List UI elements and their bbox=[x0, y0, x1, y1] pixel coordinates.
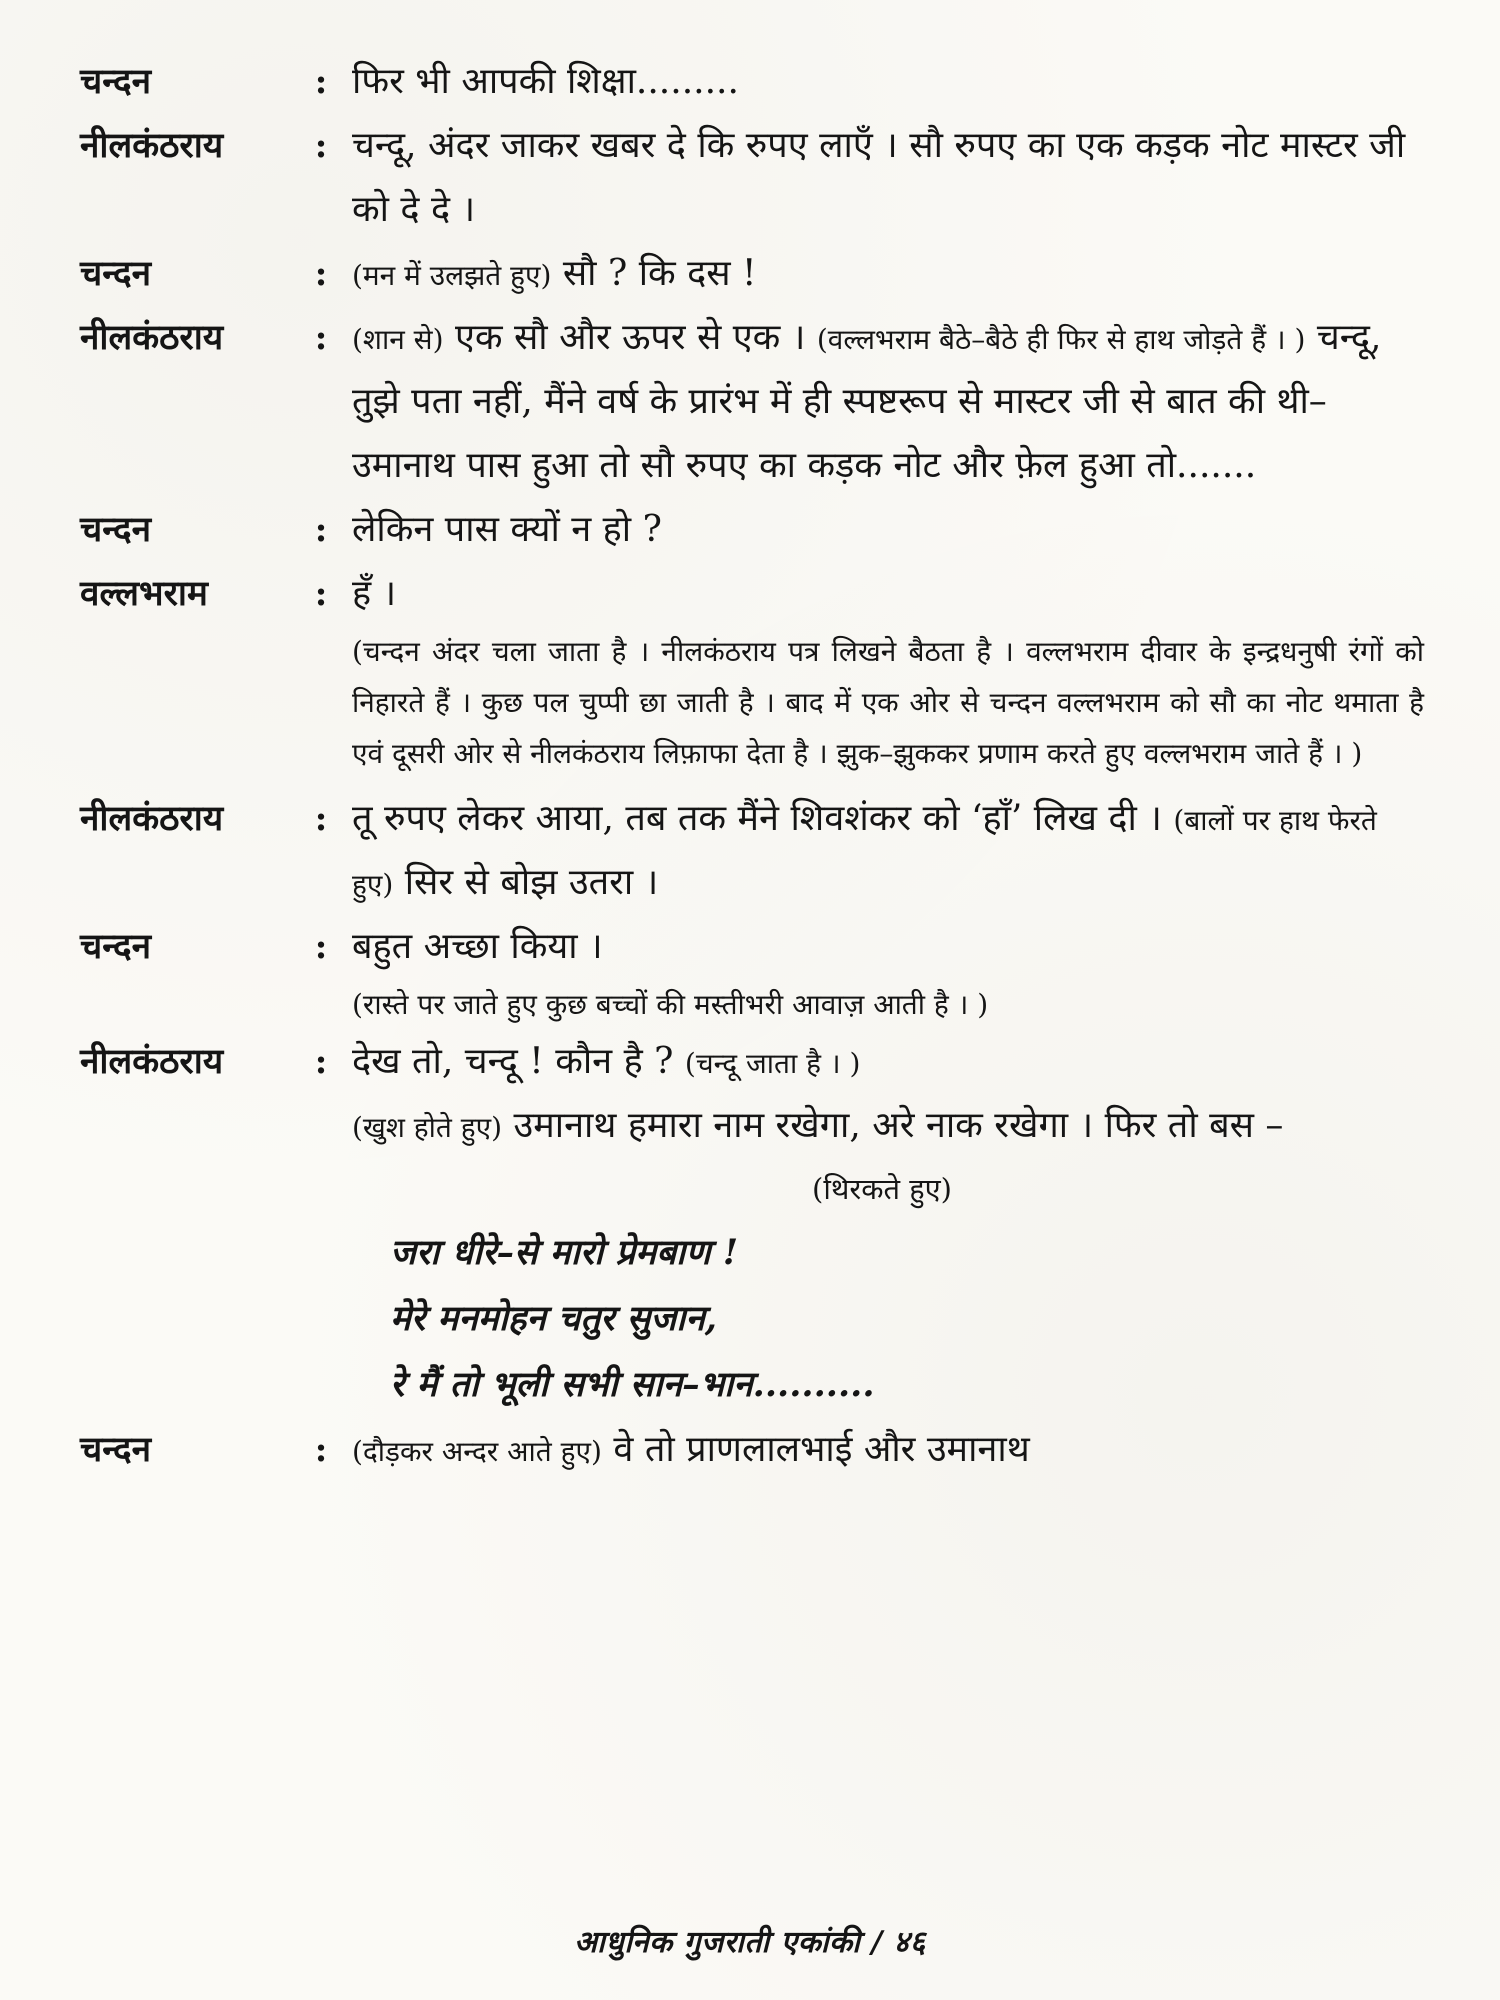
dialogue-speech: देख तो, चन्दू ! कौन है ? bbox=[352, 1041, 674, 1082]
speaker-colon: : bbox=[314, 1430, 328, 1470]
dialogue-speech: चन्दू, तुझे पता नहीं, मैंने वर्ष के प्रारंभ में ही स्पष्टरूप से मास्टर जी से बात की थी–उमानाथ पास हुआ तो सौ रुपए का कड़क नोट और फ़ेल हुआ तो....... bbox=[352, 317, 1382, 486]
dialogue-speech: एक सौ और ऊपर से एक । bbox=[454, 317, 806, 358]
dialogue-text: लेकिन पास क्यों न हो ? bbox=[352, 509, 662, 550]
speaker-colon: : bbox=[314, 799, 328, 839]
dialogue-line bbox=[80, 562, 1424, 626]
song-line: मेरे मनमोहन चतुर सुजान, bbox=[390, 1298, 717, 1339]
dialogue-text bbox=[352, 1030, 1424, 1094]
speaker-name: नीलकंठराय bbox=[80, 798, 224, 839]
dialogue-text bbox=[352, 306, 1424, 498]
dialogue-line bbox=[80, 787, 1424, 915]
dialogue-text: हँ । bbox=[352, 573, 397, 614]
dialogue-text: फिर भी आपकी शिक्षा......... bbox=[352, 61, 739, 102]
dialogue-speech: सिर से बोझ उतरा । bbox=[404, 862, 659, 903]
speaker-name: चन्दन bbox=[80, 509, 152, 550]
dialogue-speech: सौ ? कि दस ! bbox=[562, 253, 757, 294]
dialogue-line bbox=[80, 50, 1424, 114]
song-direction: (थिरकते हुए) bbox=[812, 1172, 952, 1206]
speaker-name: वल्लभराम bbox=[80, 573, 208, 614]
dialogue-line bbox=[80, 915, 1424, 979]
stage-direction: (मन में उलझते हुए) bbox=[352, 259, 552, 292]
dialogue-text: बहुत अच्छा किया । bbox=[352, 926, 603, 967]
speaker-name: चन्दन bbox=[80, 926, 152, 967]
dialogue-speech: तू रुपए लेकर आया, तब तक मैंने शिवशंकर को ‘हाँ’ लिख दी । bbox=[352, 798, 1162, 839]
stage-direction-block: (रास्ते पर जाते हुए कुछ बच्चों की मस्तीभरी आवाज़ आती है । ) bbox=[352, 988, 989, 1021]
page-footer: आधुनिक गुजराती एकांकी / ४६ bbox=[574, 1925, 926, 1960]
speaker-name: नीलकंठराय bbox=[80, 1041, 224, 1082]
dialogue-text bbox=[352, 242, 1424, 306]
stage-direction: (दौड़कर अन्दर आते हुए) bbox=[352, 1435, 602, 1468]
song-lyrics bbox=[80, 1220, 1424, 1418]
dialogue-text: चन्दू, अंदर जाकर खबर दे कि रुपए लाएँ । सौ रुपए का एक कड़क नोट मास्टर जी को दे दे । bbox=[352, 125, 1406, 230]
song-line: जरा धीरे–से मारो प्रेमबाण ! bbox=[390, 1232, 739, 1273]
dialogue-text bbox=[352, 1418, 1424, 1482]
speaker-colon: : bbox=[314, 254, 328, 294]
speaker-name: चन्दन bbox=[80, 61, 152, 102]
stage-direction: (शान से) bbox=[352, 323, 444, 356]
song-line: रे मैं तो भूली सभी सान–भान.......... bbox=[390, 1364, 875, 1405]
speaker-colon: : bbox=[314, 574, 328, 614]
stage-direction-block: (चन्दन अंदर चला जाता है । नीलकंठराय पत्र लिखने बैठता है । वल्लभराम दीवार के इन्द्रधनुषी रंगों को निहारते हैं । कुछ पल चुप्पी छा जाती है । बाद में एक ओर से चन्दन वल्लभराम को सौ का नोट थमाता है एवं दूसरी ओर से नीलकंठराय लिफ़ाफा देता है । झुक–झुककर प्रणाम करते हुए वल्लभराम जाते हैं । ) bbox=[352, 635, 1424, 770]
dialogue-speech: वे तो प्राणलालभाई और उमानाथ bbox=[613, 1429, 1030, 1470]
dialogue-line bbox=[80, 498, 1424, 562]
speaker-colon: : bbox=[314, 927, 328, 967]
dialogue-line bbox=[80, 114, 1424, 242]
stage-direction: (खुश होते हुए) bbox=[352, 1111, 503, 1144]
dialogue-line bbox=[80, 1418, 1424, 1482]
dialogue-text bbox=[352, 787, 1424, 915]
speaker-name: नीलकंठराय bbox=[80, 125, 224, 166]
speaker-name: नीलकंठराय bbox=[80, 317, 224, 358]
dialogue-speech: उमानाथ हमारा नाम रखेगा, अरे नाक रखेगा । फिर तो बस – bbox=[513, 1105, 1284, 1146]
dialogue-line bbox=[80, 306, 1424, 498]
speaker-colon: : bbox=[314, 510, 328, 550]
stage-direction: (चन्दू जाता है । ) bbox=[684, 1047, 861, 1080]
dialogue-continuation bbox=[352, 1094, 1424, 1158]
stage-direction: (बालों पर हाथ फेरते हुए) bbox=[352, 804, 1377, 901]
dialogue-line bbox=[80, 242, 1424, 306]
speaker-colon: : bbox=[314, 1042, 328, 1082]
speaker-name: चन्दन bbox=[80, 253, 152, 294]
speaker-name: चन्दन bbox=[80, 1429, 152, 1470]
speaker-colon: : bbox=[314, 62, 328, 102]
speaker-colon: : bbox=[314, 126, 328, 166]
stage-direction: (वल्लभराम बैठे–बैठे ही फिर से हाथ जोड़ते हैं । ) bbox=[816, 323, 1306, 356]
dialogue-line bbox=[80, 1030, 1424, 1094]
speaker-colon: : bbox=[314, 318, 328, 358]
